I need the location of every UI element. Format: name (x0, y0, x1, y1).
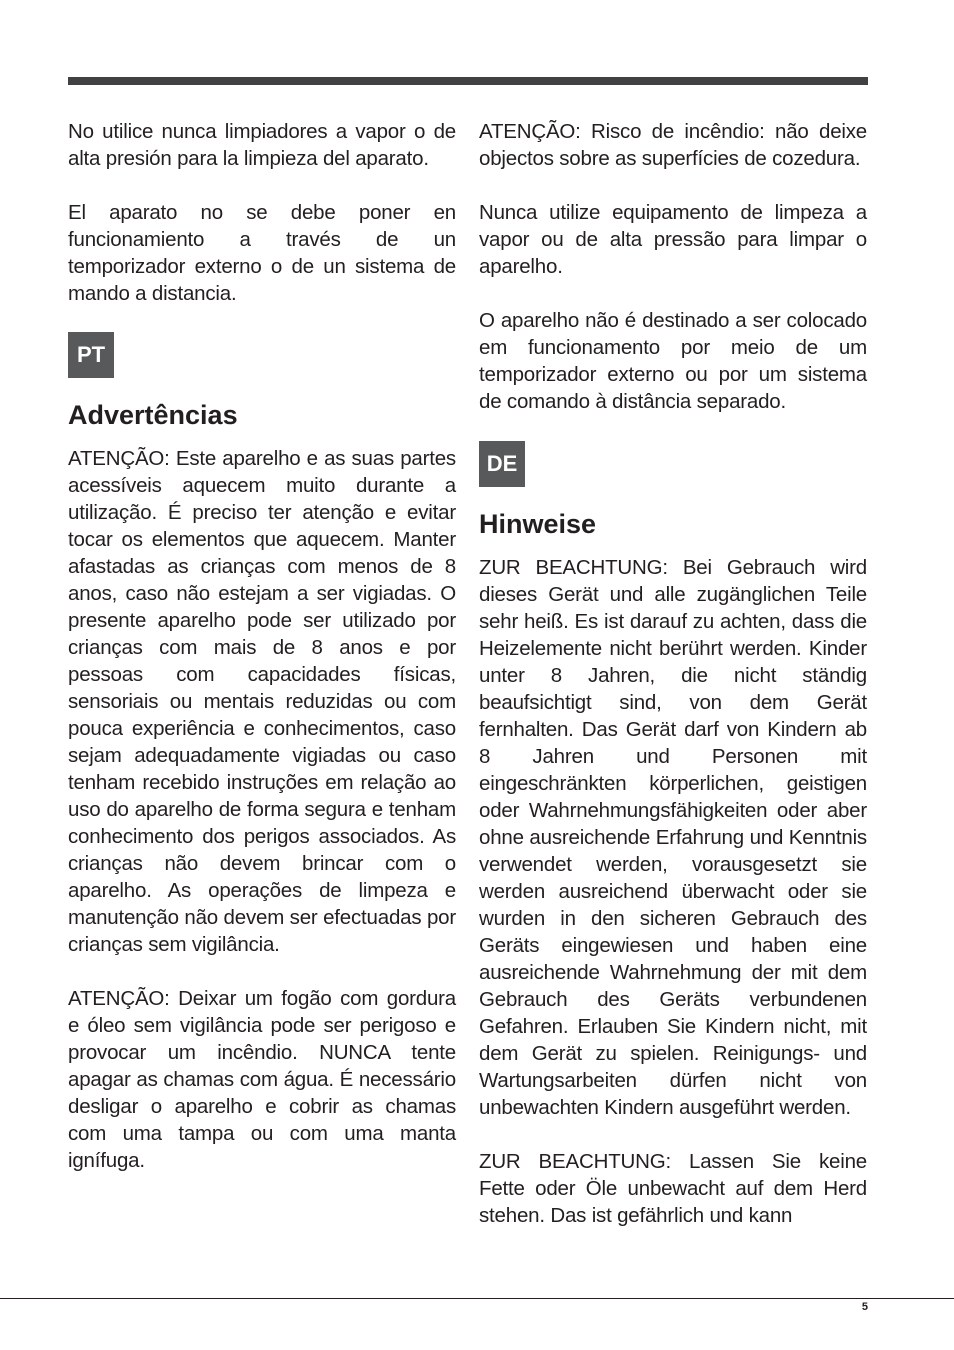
language-badge-de: DE (479, 441, 525, 487)
left-column (68, 118, 456, 1174)
es-paragraph-steam-cleaning: No utilice nunca limpiadores a vapor o de alta presión para la limpieza del aparato. (68, 120, 456, 170)
pt-paragraph-warning-heat: ATENÇÃO: Este aparelho e as suas partes acessíveis aquecem muito durante a utilização. É preciso ter atenção e evitar tocar os elementos que aquecem. Manter afastadas as crianças com menos de 8 anos, caso não estejam a ser vigiadas. O presente aparelho pode ser utilizado por crianças com mais de 8 anos e por pessoas com capacidades físicas, sensoriais ou mentais reduzidas ou com pouca experiência e conhecimentos, caso sejam adequadamente vigiadas ou caso tenham recebido instruções em relação ao uso do aparelho de forma segura e tenham conhecimento dos perigos associados. As crianças não devem brincar com o aparelho. As operações de limpeza e manutenção não devem ser efectuadas por crianças sem vigilância. (68, 447, 456, 956)
language-badge-pt: PT (68, 332, 114, 378)
pt-paragraph-steam-cleaning: Nunca utilize equipamento de limpeza a vapor ou de alta pressão para limpar o aparelho. (479, 201, 867, 278)
pt-paragraph-fire-risk: ATENÇÃO: Risco de incêndio: não deixe objectos sobre as superfícies de cozedura. (479, 120, 867, 170)
de-paragraph-warning-fire: ZUR BEACHTUNG: Lassen Sie keine Fette oder Öle unbewacht auf dem Herd stehen. Das ist gefährlich und kann (479, 1150, 867, 1227)
top-rule (68, 77, 868, 85)
pt-paragraph-timer: O aparelho não é destinado a ser colocado em funcionamento por meio de um temporizador externo ou por um sistema de comando à distância separado. (479, 309, 867, 413)
page-number: 5 (861, 1301, 868, 1313)
de-paragraph-warning-heat: ZUR BEACHTUNG: Bei Gebrauch wird dieses Gerät und alle zugänglichen Teile sehr heiß. Es ist darauf zu achten, dass die Heizelemente nicht berührt werden. Kinder unter 8 Jahren, die nicht ständig beaufsichtigt sind, von dem Gerät fernhalten. Das Gerät darf von Kindern ab 8 Jahren und Personen mit eingeschränkten körperlichen, geistigen oder Wahrnehmungsfähigkeiten oder aber ohne ausreichende Erfahrung und Kenntnis verwendet werden, vorausgesetzt sie werden ausreichend überwacht oder sie wurden in den sicheren Gebrauch des Geräts eingewiesen und haben eine ausreichende Wahrnehmung der mit dem Gebrauch des Geräts verbundenen Gefahren. Erlauben Sie Kindern nicht, mit dem Gerät zu spielen. Reinigungs- und Wartungsarbeiten dürfen nicht von unbewachten Kindern ausgeführt werden. (479, 556, 867, 1119)
right-column (479, 118, 867, 1229)
section-title-pt: Advertências (68, 400, 238, 430)
bottom-rule (0, 1298, 954, 1299)
pt-paragraph-warning-fire: ATENÇÃO: Deixar um fogão com gordura e óleo sem vigilância pode ser perigoso e provocar um incêndio. NUNCA tente apagar as chamas com água. É necessário desligar o aparelho e cobrir as chamas com uma tampa ou com uma manta ignífuga. (68, 987, 456, 1172)
es-paragraph-timer: El aparato no se debe poner en funcionamiento a través de un temporizador externo o de un sistema de mando a distancia. (68, 201, 456, 305)
section-title-de: Hinweise (479, 509, 597, 539)
